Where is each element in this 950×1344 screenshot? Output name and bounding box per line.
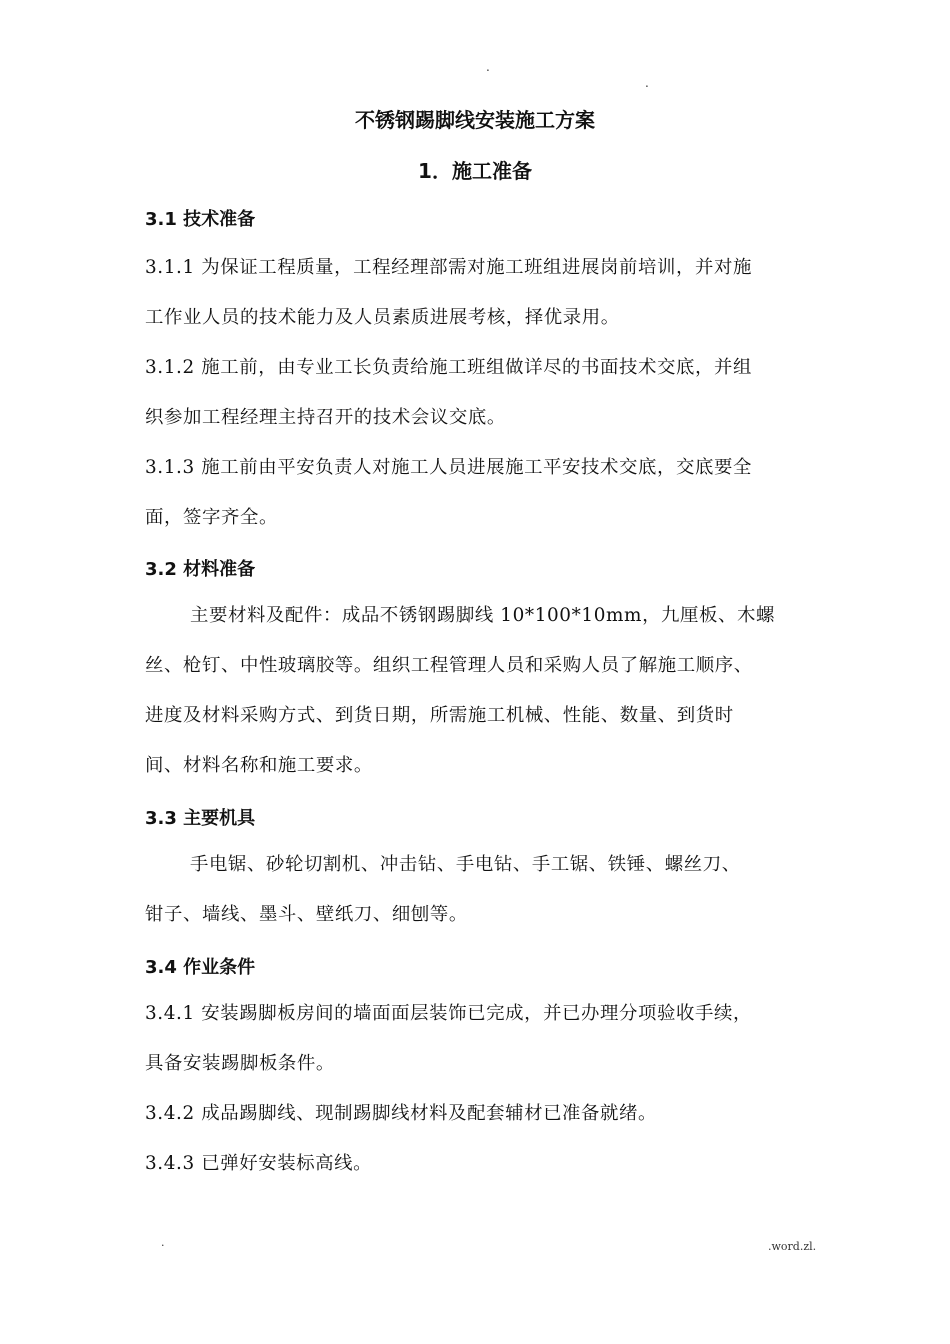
paragraph-line: 织参加工程经理主持召开的技术会议交底。 xyxy=(145,407,506,428)
paragraph-line: 丝、枪钉、中性玻璃胶等。组织工程管理人员和采购人员了解施工顺序、 xyxy=(145,655,753,676)
paragraph-line: 具备安装踢脚板条件。 xyxy=(145,1053,335,1074)
paragraph-line: 3.1.2 施工前，由专业工长负责给施工班组做详尽的书面技术交底，并组 xyxy=(145,357,752,378)
document-title: 不锈钢踢脚线安装施工方案 xyxy=(355,108,595,132)
heading-3-1: 3.1 技术准备 xyxy=(145,209,256,230)
paragraph-line: 3.1.1 为保证工程质量，工程经理部需对施工班组进展岗前培训，并对施 xyxy=(145,257,752,278)
heading-3-2: 3.2 材料准备 xyxy=(145,559,256,580)
paragraph-line: 3.4.2 成品踢脚线、现制踢脚线材料及配套辅材已准备就绪。 xyxy=(145,1103,658,1124)
header-dot: . xyxy=(645,76,649,90)
section-title: 1．施工准备 xyxy=(418,159,532,183)
paragraph-line: 手电锯、砂轮切割机、冲击钻、手电钻、手工锯、铁锤、螺丝刀、 xyxy=(190,854,741,875)
heading-3-4: 3.4 作业条件 xyxy=(145,957,256,978)
heading-3-3: 3.3 主要机具 xyxy=(145,808,256,829)
paragraph-line: 3.4.3 已弹好安装标高线。 xyxy=(145,1153,373,1174)
paragraph-line: 面，签字齐全。 xyxy=(145,507,278,528)
paragraph-line: 3.4.1 安装踢脚板房间的墙面面层装饰已完成，并已办理分项验收手续， xyxy=(145,1003,752,1024)
paragraph-line: 主要材料及配件：成品不锈钢踢脚线 10*100*10mm，九厘板、木螺 xyxy=(190,605,776,626)
paragraph-line: 工作业人员的技术能力及人员素质进展考核，择优录用。 xyxy=(145,307,620,328)
footer-dot: . xyxy=(161,1236,165,1249)
paragraph-line: 间、材料名称和施工要求。 xyxy=(145,755,373,776)
paragraph-line: 3.1.3 施工前由平安负责人对施工人员进展施工平安技术交底，交底要全 xyxy=(145,457,752,478)
footer-watermark: .word.zl. xyxy=(768,1240,817,1253)
paragraph-line: 进度及材料采购方式、到货日期，所需施工机械、性能、数量、到货时 xyxy=(145,705,734,726)
header-dot: . xyxy=(486,60,490,74)
paragraph-line: 钳子、墙线、墨斗、壁纸刀、细刨等。 xyxy=(145,904,468,925)
